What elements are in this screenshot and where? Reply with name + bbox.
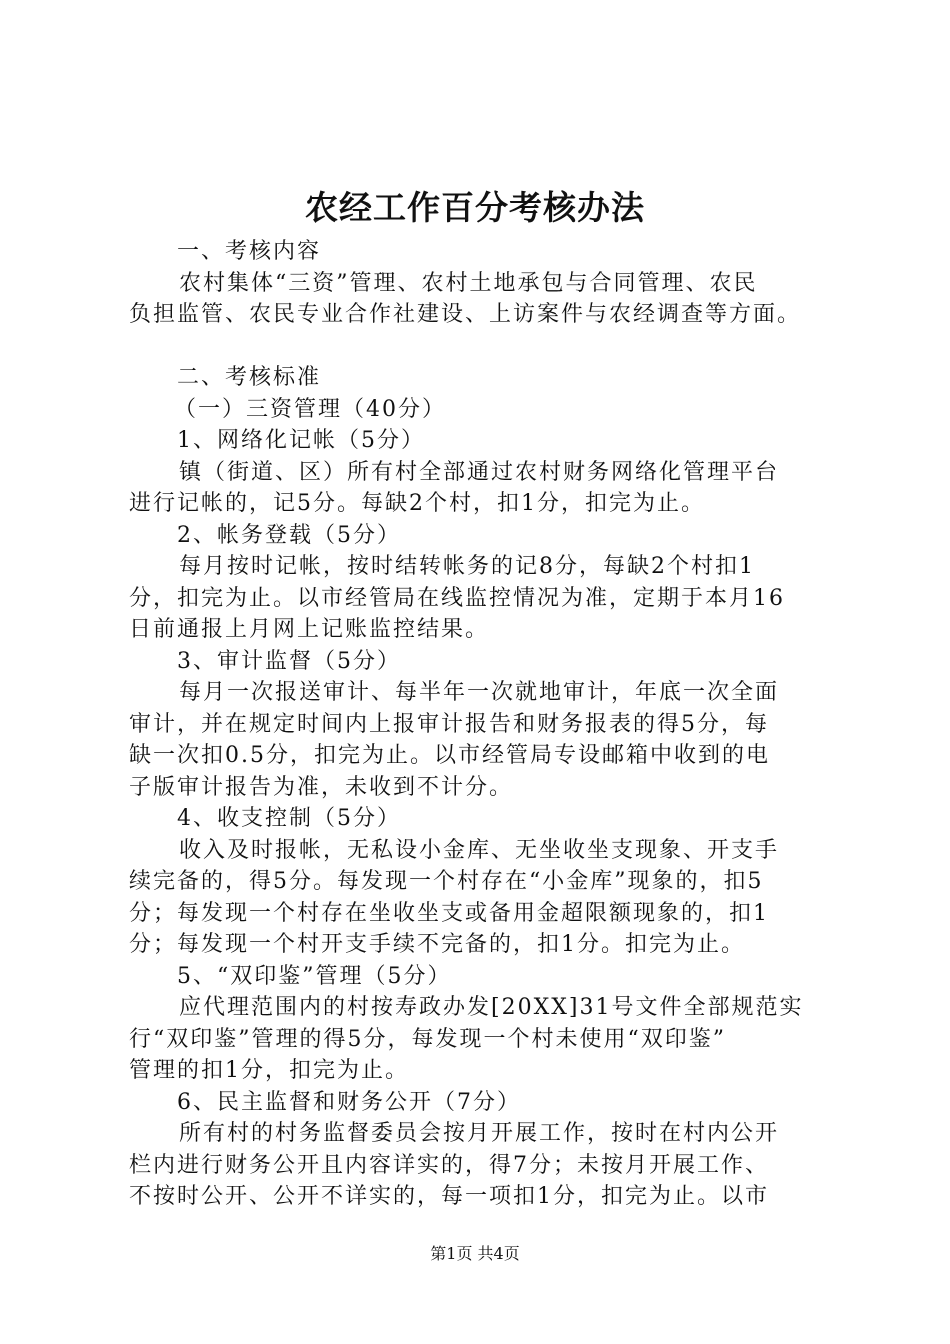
paragraph-line: 栏内进行财务公开且内容详实的，得7分；未按月开展工作、 (129, 1152, 769, 1178)
paragraph-line: 续完备的，得5分。每发现一个村存在“小金库”现象的，扣5 (129, 869, 764, 894)
document-body (129, 236, 835, 1213)
paragraph-line: 负担监管、农民专业合作社建设、上访案件与农经调查等方面。 (129, 302, 802, 327)
paragraph-line: 进行记帐的，记5分。每缺2个村，扣1分，扣完为止。 (129, 491, 705, 516)
paragraph-line: 子版审计报告为准，未收到不计分。 (129, 774, 514, 800)
paragraph-line: 应代理范围内的村按寿政办发[20XX]31号文件全部规范实 (179, 995, 804, 1020)
item-heading: 3、审计监督（5分） (177, 648, 401, 674)
paragraph-line: 缺一次扣0.5分，扣完为止。以市经管局专设邮箱中收到的电 (129, 743, 770, 768)
paragraph-gap (129, 331, 835, 363)
section-heading: 一、考核内容 (177, 239, 322, 264)
paragraph-line: 行“双印鉴”管理的得5分，每发现一个村未使用“双印鉴” (129, 1026, 726, 1052)
paragraph-line: 不按时公开、公开不详实的，每一项扣1分，扣完为止。以市 (129, 1184, 769, 1209)
paragraph-line: 每月一次报送审计、每半年一次就地审计，年底一次全面 (179, 680, 780, 705)
document-title: 农经工作百分考核办法 (305, 188, 645, 227)
paragraph-line: 管理的扣1分，扣完为止。 (129, 1058, 409, 1083)
paragraph-line: 农村集体“三资”管理、农村土地承包与合同管理、农民 (179, 270, 758, 296)
item-heading: 6、民主监督和财务公开（7分） (177, 1089, 521, 1115)
item-heading: 2、帐务登载（5分） (177, 522, 401, 548)
paragraph-line: 分；每发现一个村开支手续不完备的，扣1分。扣完为止。 (129, 932, 745, 957)
item-heading: 4、收支控制（5分） (177, 806, 401, 831)
paragraph-line: 所有村的村务监督委员会按月开展工作，按时在村内公开 (179, 1121, 780, 1146)
paragraph-line: 镇（街道、区）所有村全部通过农村财务网络化管理平台 (179, 459, 780, 485)
subsection-heading: （一）三资管理（40分） (174, 396, 446, 422)
paragraph-line: 收入及时报帐，无私设小金库、无坐收坐支现象、开支手 (179, 837, 780, 863)
page-footer: 第1页 共4页 (430, 1244, 520, 1263)
item-heading: 5、“双印鉴”管理（5分） (177, 963, 452, 989)
paragraph-line: 分；每发现一个村存在坐收坐支或备用金超限额现象的，扣1 (129, 900, 769, 926)
item-heading: 1、网络化记帐（5分） (177, 428, 425, 453)
section-heading: 二、考核标准 (177, 365, 322, 390)
paragraph-line: 日前通报上月网上记账监控结果。 (129, 617, 490, 642)
paragraph-line: 审计，并在规定时间内上报审计报告和财务报表的得5分，每 (129, 711, 769, 737)
paragraph-line: 每月按时记帐，按时结转帐务的记8分，每缺2个村扣1 (179, 554, 755, 579)
paragraph-line: 分，扣完为止。以市经管局在线监控情况为准，定期于本月16 (129, 585, 785, 611)
